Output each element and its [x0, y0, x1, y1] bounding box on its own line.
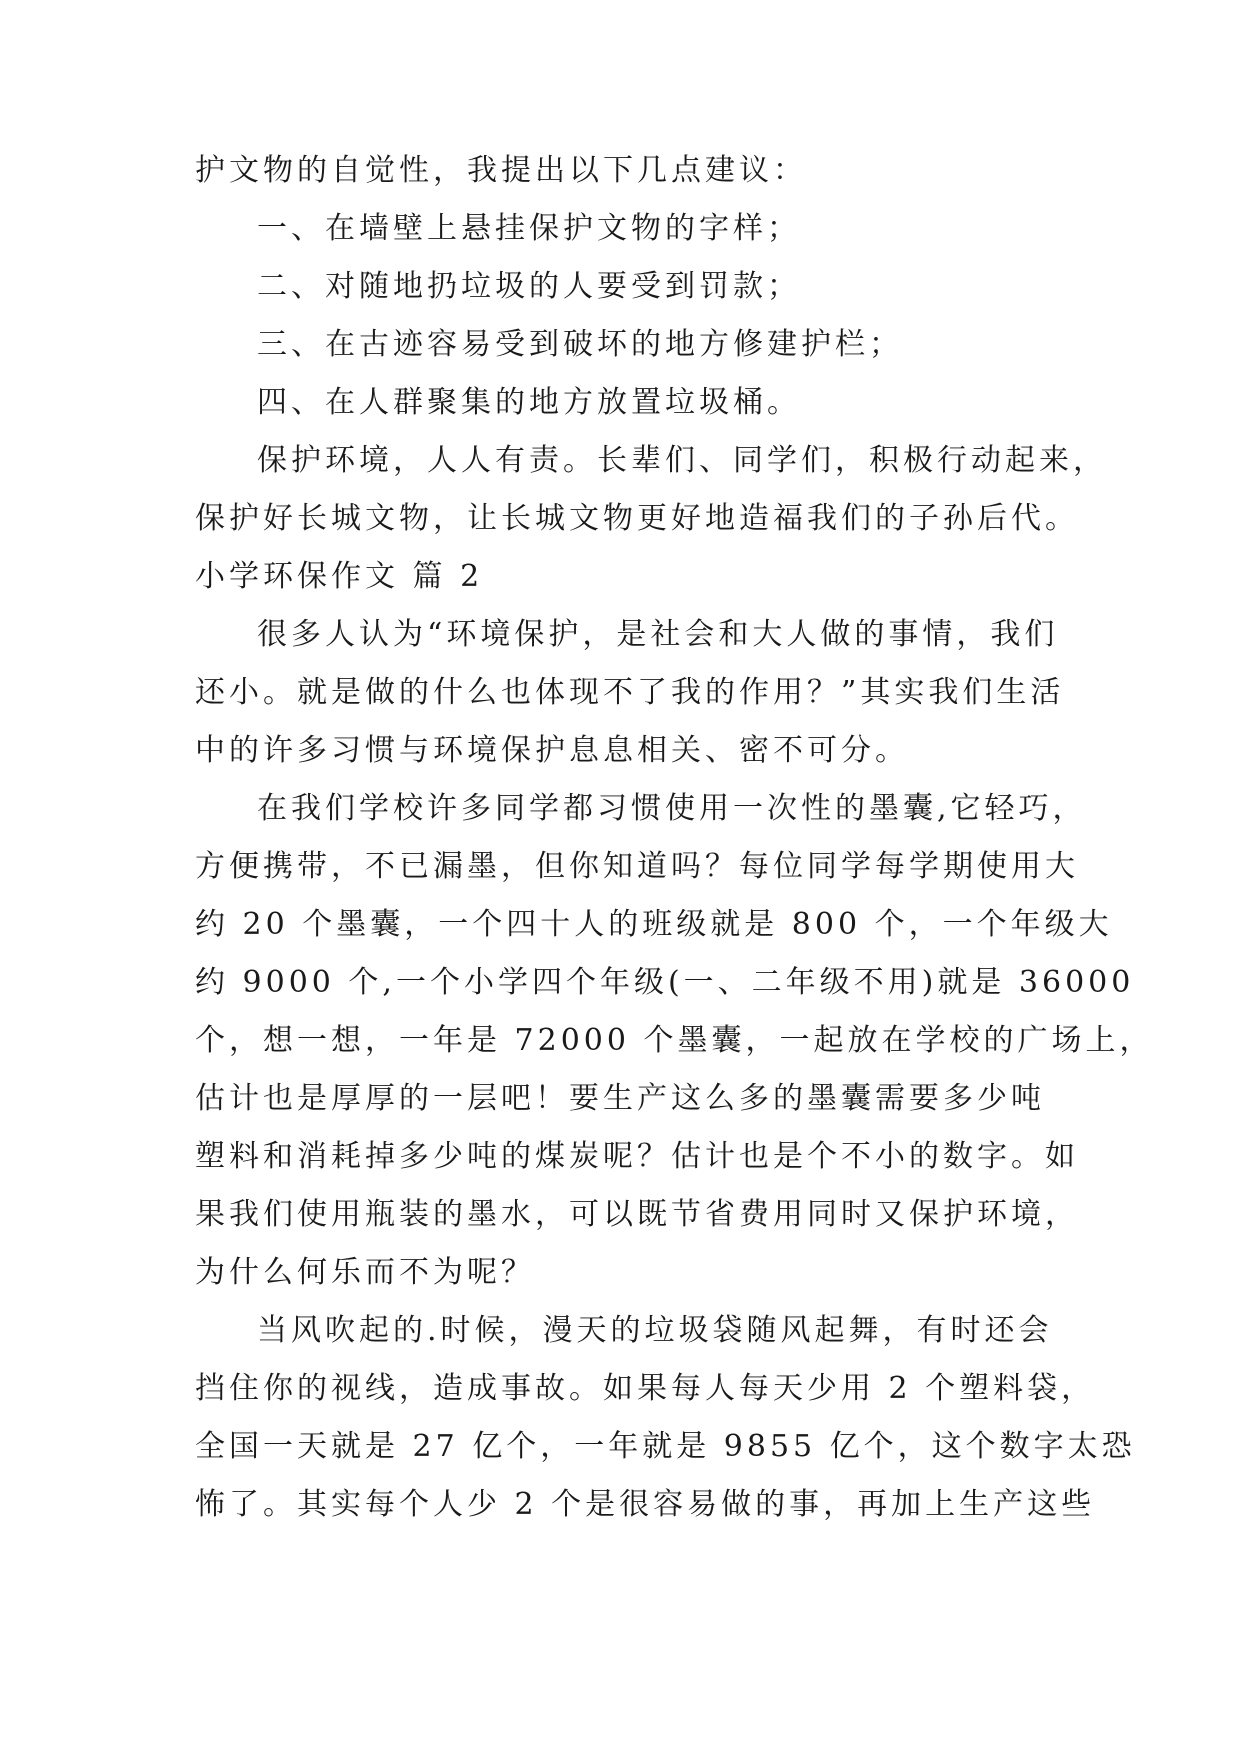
text-line: 全国一天就是 27 亿个，一年就是 9855 亿个，这个数字太恐	[195, 1429, 1136, 1464]
text-line: 方便携带，不已漏墨，但你知道吗？每位同学每学期使用大	[195, 849, 1079, 884]
text-line: 保护好长城文物，让长城文物更好地造福我们的子孙后代。	[195, 501, 1079, 536]
suggestion-2: 二、对随地扔垃圾的人要受到罚款；	[257, 269, 801, 304]
text-line: 为什么何乐而不为呢？	[195, 1255, 535, 1290]
text-line: 挡住你的视线，造成事故。如果每人每天少用 2 个塑料袋，	[195, 1371, 1096, 1406]
text-line: 个，想一想，一年是 72000 个墨囊，一起放在学校的广场上，	[195, 1023, 1154, 1058]
text-line: 约 9000 个,一个小学四个年级(一、二年级不用)就是 36000	[195, 965, 1135, 1000]
section-heading: 小学环保作文 篇 2	[195, 559, 484, 594]
text-line: 果我们使用瓶装的墨水，可以既节省费用同时又保护环境，	[195, 1197, 1079, 1232]
suggestion-1: 一、在墙壁上悬挂保护文物的字样；	[257, 211, 801, 246]
text-line: 约 20 个墨囊，一个四十人的班级就是 800 个，一个年级大	[195, 907, 1113, 942]
text-line: 塑料和消耗掉多少吨的煤炭呢？估计也是个不小的数字。如	[195, 1139, 1079, 1174]
text-line: 还小。就是做的什么也体现不了我的作用？”其实我们生活	[195, 675, 1065, 710]
paragraph-start: 在我们学校许多同学都习惯使用一次性的墨囊,它轻巧，	[257, 791, 1087, 826]
text-line: 怖了。其实每个人少 2 个是很容易做的事，再加上生产这些	[195, 1487, 1096, 1522]
paragraph-start: 保护环境，人人有责。长辈们、同学们，积极行动起来，	[257, 443, 1107, 478]
text-line: 护文物的自觉性，我提出以下几点建议：	[195, 153, 807, 188]
paragraph-start: 当风吹起的.时候，漫天的垃圾袋随风起舞，有时还会	[257, 1313, 1053, 1348]
suggestion-4: 四、在人群聚集的地方放置垃圾桶。	[257, 385, 801, 420]
paragraph-start: 很多人认为“环境保护，是社会和大人做的事情，我们	[257, 617, 1059, 652]
text-line: 中的许多习惯与环境保护息息相关、密不可分。	[195, 733, 909, 768]
suggestion-3: 三、在古迹容易受到破坏的地方修建护栏；	[257, 327, 903, 362]
text-line: 估计也是厚厚的一层吧！要生产这么多的墨囊需要多少吨	[195, 1081, 1045, 1116]
